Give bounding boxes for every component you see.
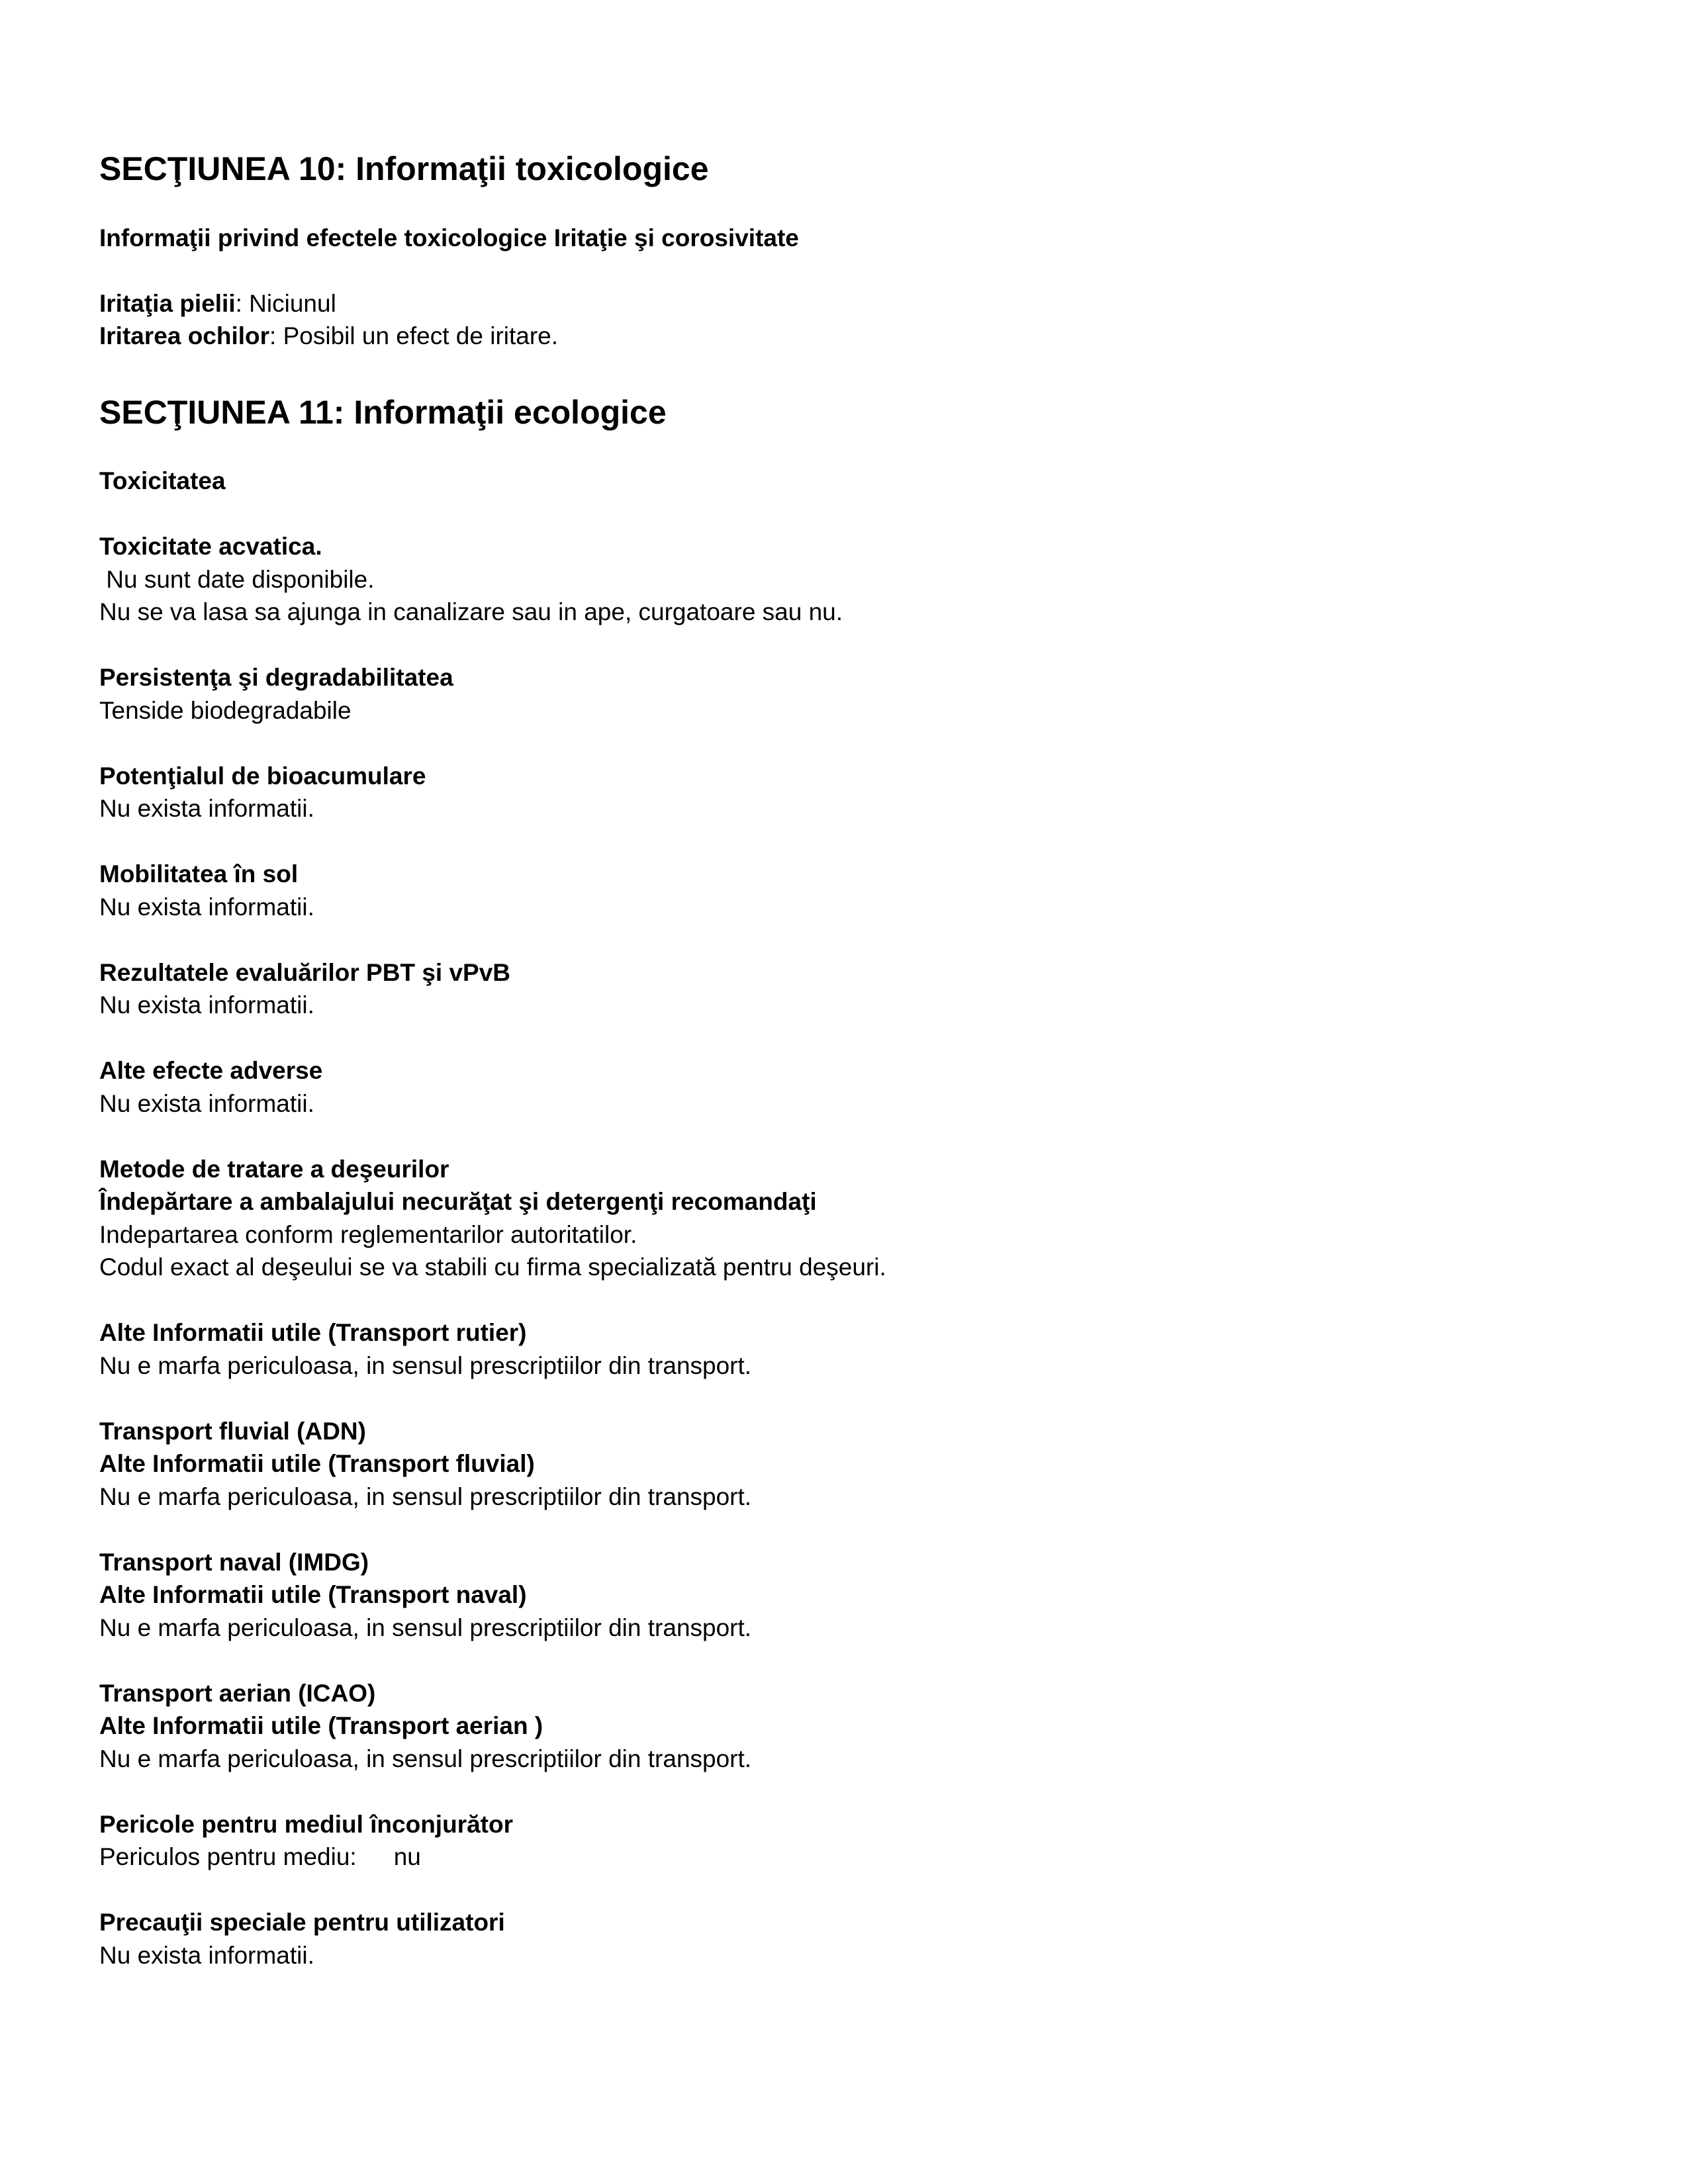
persistence-heading: Persistenţa şi degradabilitatea (99, 664, 453, 691)
waste-subheading: Îndepărtare a ambalajului necurăţat şi detergenţi recomandaţi (99, 1188, 817, 1215)
air-transport-value: Nu e marfa periculoasa, in sensul prescriptiilor din transport. (99, 1745, 752, 1772)
precautions-value: Nu exista informatii. (99, 1941, 314, 1969)
bioaccumulation-heading: Potenţialul de bioacumulare (99, 762, 426, 790)
spacer (99, 1513, 1589, 1546)
document-page (99, 149, 1589, 1972)
eye-irritation-label: Iritarea ochilor (99, 322, 270, 349)
spacer (99, 1644, 1589, 1677)
waste-line-1: Indepartarea conform reglementarilor autoritatilor. (99, 1220, 637, 1248)
spacer (99, 498, 1589, 531)
spacer (99, 254, 1589, 287)
skin-irritation-value: : Niciunul (235, 289, 336, 317)
river-transport-value: Nu e marfa periculoasa, in sensul prescriptiilor din transport. (99, 1482, 752, 1510)
persistence-value: Tenside biodegradabile (99, 696, 352, 724)
pbt-value: Nu exista informatii. (99, 991, 314, 1019)
naval-transport-heading: Transport naval (IMDG) (99, 1548, 369, 1576)
skin-irritation-label: Iritaţia pielii (99, 289, 236, 317)
spacer (99, 825, 1589, 858)
environment-value: nu (393, 1843, 421, 1870)
spacer (99, 727, 1589, 760)
aquatic-line-2: Nu se va lasa sa ajunga in canalizare sau in ape, curgatoare sau nu. (99, 598, 843, 625)
section-10-title: SECŢIUNEA 10: Informaţii toxicologice (99, 150, 709, 187)
road-transport-heading: Alte Informatii utile (Transport rutier) (99, 1319, 527, 1346)
spacer (99, 1120, 1589, 1153)
spacer (99, 189, 1589, 222)
naval-transport-subheading: Alte Informatii utile (Transport naval) (99, 1581, 527, 1608)
eye-irritation-value: : Posibil un efect de iritare. (269, 322, 559, 349)
road-transport-value: Nu e marfa periculoasa, in sensul prescriptiilor din transport. (99, 1351, 752, 1379)
spacer (99, 923, 1589, 956)
adverse-effects-value: Nu exista informatii. (99, 1089, 314, 1117)
waste-heading: Metode de tratare a deşeurilor (99, 1155, 449, 1183)
air-transport-subheading: Alte Informatii utile (Transport aerian ) (99, 1712, 543, 1739)
precautions-heading: Precauţii speciale pentru utilizatori (99, 1909, 505, 1936)
spacer (99, 629, 1589, 662)
environment-label: Periculos pentru mediu: (99, 1843, 357, 1870)
spacer (99, 1775, 1589, 1808)
skin-irritation-line (99, 287, 1589, 320)
spacer (99, 353, 1589, 392)
section-11-title: SECŢIUNEA 11: Informaţii ecologice (99, 393, 667, 431)
air-transport-heading: Transport aerian (ICAO) (99, 1679, 376, 1707)
adverse-effects-heading: Alte efecte adverse (99, 1057, 323, 1084)
naval-transport-value: Nu e marfa periculoasa, in sensul prescriptiilor din transport. (99, 1614, 752, 1641)
river-transport-subheading: Alte Informatii utile (Transport fluvial) (99, 1450, 535, 1477)
spacer (99, 1382, 1589, 1415)
mobility-value: Nu exista informatii. (99, 893, 314, 921)
toxicity-heading: Toxicitatea (99, 467, 226, 494)
aquatic-line-1: Nu sunt date disponibile. (99, 565, 375, 593)
spacer (99, 1874, 1589, 1907)
environment-heading: Pericole pentru mediul înconjurător (99, 1810, 513, 1838)
mobility-heading: Mobilitatea în sol (99, 860, 299, 887)
aquatic-heading: Toxicitate acvatica. (99, 533, 322, 560)
bioaccumulation-value: Nu exista informatii. (99, 795, 314, 822)
environment-line (99, 1841, 1589, 1874)
river-transport-heading: Transport fluvial (ADN) (99, 1417, 366, 1445)
section-10-subtitle: Informaţii privind efectele toxicologice Iritaţie şi corosivitate (99, 224, 799, 251)
pbt-heading: Rezultatele evaluărilor PBT şi vPvB (99, 958, 511, 986)
spacer (99, 1284, 1589, 1317)
eye-irritation-line (99, 320, 1589, 353)
waste-line-2: Codul exact al deşeului se va stabili cu firma specializată pentru deşeuri. (99, 1253, 886, 1281)
spacer (99, 432, 1589, 465)
spacer (99, 1022, 1589, 1055)
